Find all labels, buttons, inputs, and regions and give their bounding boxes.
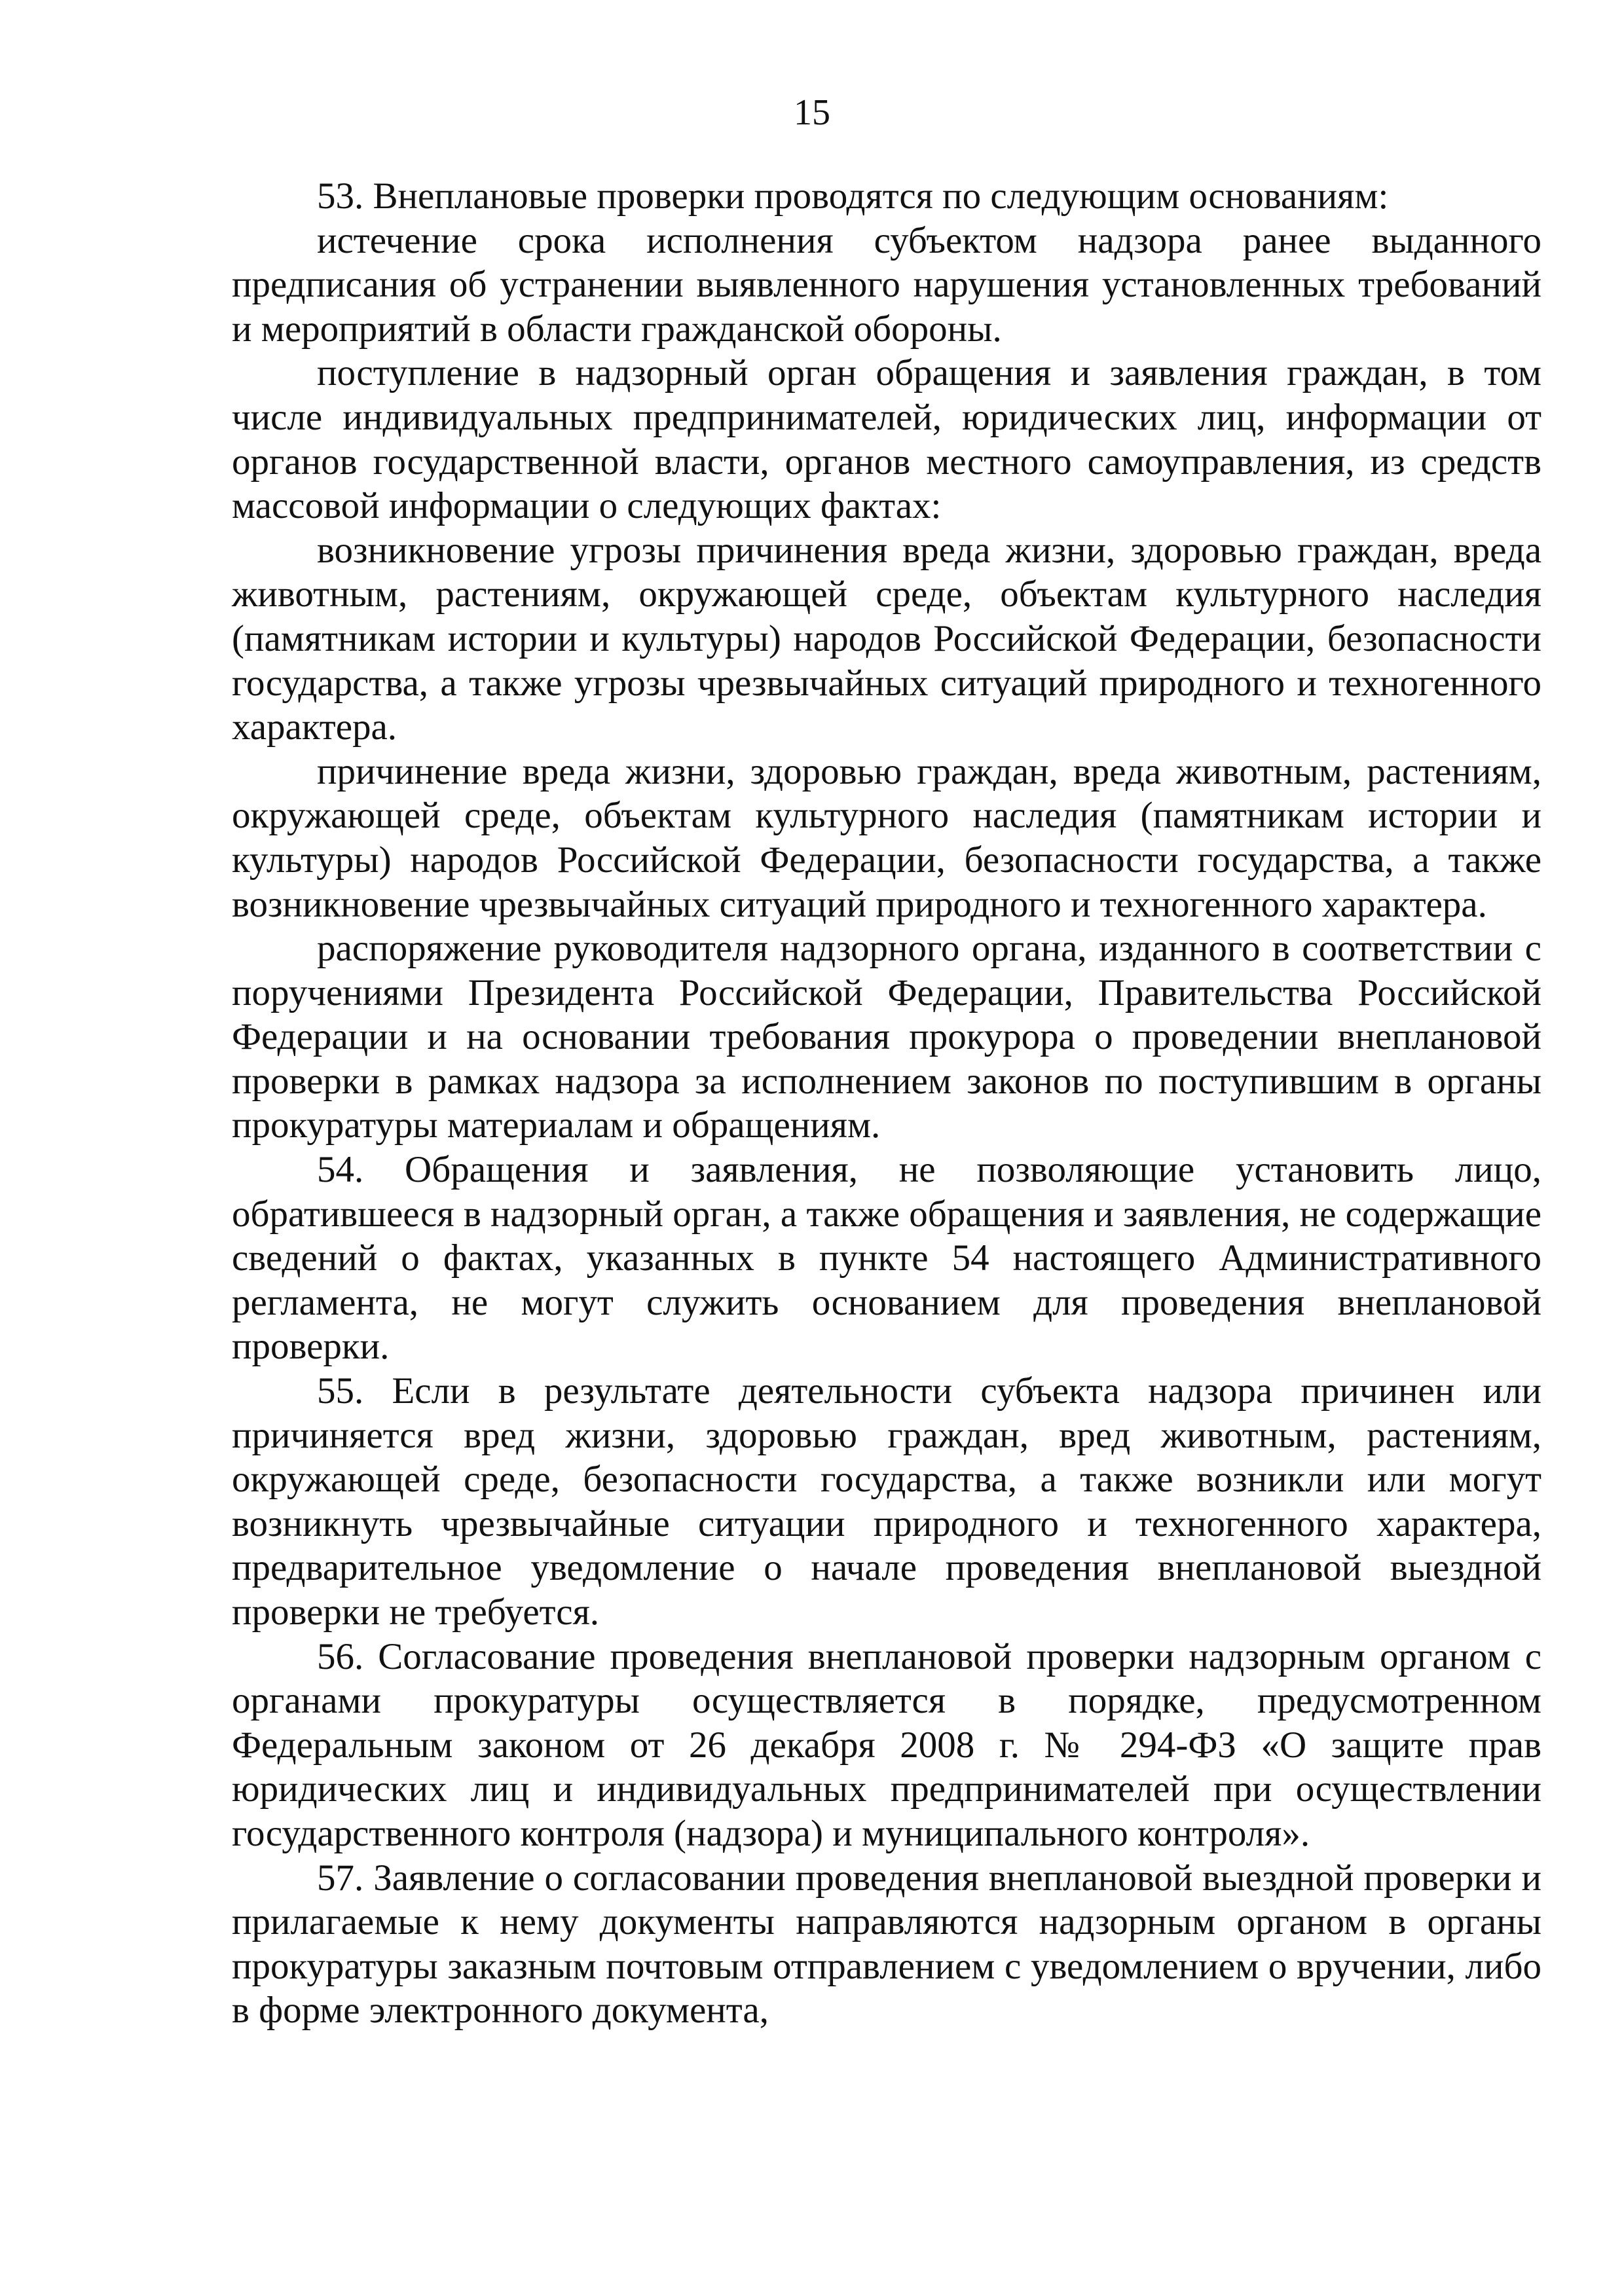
paragraph-55: 55. Если в результате деятельности субъекта надзора причинен или причиняется вред жизни, здоровью граждан, вред животным, растениям, окружающей среде, безопасности государства, а также возникли или могут возникнуть чрезвычайные ситуации природного и техногенного характера, предварительное уведомление о начале проведения внеплановой выездной проверки не требуется. <box>232 1370 1541 1633</box>
page-number: 15 <box>794 92 830 133</box>
paragraph-54: 54. Обращения и заявления, не позволяющие установить лицо, обратившееся в надзорный орган, а также обращения и заявления, не содержащие сведений о фактах, указанных в пункте 54 настоящего Административного регламента, не могут служить основанием для проведения внеплановой проверки. <box>232 1149 1542 1368</box>
paragraph-order-of-head: распоряжение руководителя надзорного органа, изданного в соответствии с поручениями Президента Российской Федерации, Правительства Российской Федерации и на основании требования прокурора о проведении внеплановой проверки в рамках надзора за исполнением законов по поступившим в органы прокуратуры материалам и обращениям. <box>232 928 1541 1146</box>
paragraph-57: 57. Заявление о согласовании проведения внеплановой выездной проверки и прилагаемые к нему документы направляются надзорным органом в органы прокуратуры заказным почтовым отправлением с уведомлением о вручении, либо в форме электронного документа, <box>232 1857 1541 2032</box>
paragraph-threat-of-harm: возникновение угрозы причинения вреда жизни, здоровью граждан, вреда животным, растениям, окружающей среде, объектам культурного наследия (памятникам истории и культуры) народов Российской Федерации, безопасности государства, а также угрозы чрезвычайных ситуаций природного и техногенного характера. <box>232 529 1541 748</box>
paragraph-53-intro: 53. Внеплановые проверки проводятся по следующим основаниям: <box>317 175 1389 217</box>
paragraph-harm-caused: причинение вреда жизни, здоровью граждан, вреда животным, растениям, окружающей среде, объектам культурного наследия (памятникам истории и культуры) народов Российской Федерации, безопасности государства, а также возникновение чрезвычайных ситуаций природного и техногенного характера. <box>232 750 1541 925</box>
paragraph-basis-appeals: поступление в надзорный орган обращения и заявления граждан, в том числе индивидуальных предпринимателей, юридических лиц, информации от органов государственной власти, органов местного самоуправления, из средств массовой информации о следующих фактах: <box>232 352 1541 527</box>
paragraph-56: 56. Согласование проведения внеплановой проверки надзорным органом с органами прокуратуры осуществляется в порядке, предусмотренном Федеральным законом от 26 декабря 2008 г. № 294-ФЗ «О защите прав юридических лиц и индивидуальных предпринимателей при осуществлении государственного контроля (надзора) и муниципального контроля». <box>232 1635 1541 1854</box>
document-body <box>232 174 1541 2033</box>
paragraph-basis-expiry: истечение срока исполнения субъектом надзора ранее выданного предписания об устранении выявленного нарушения установленных требований и мероприятий в области гражданской обороны. <box>232 219 1541 350</box>
